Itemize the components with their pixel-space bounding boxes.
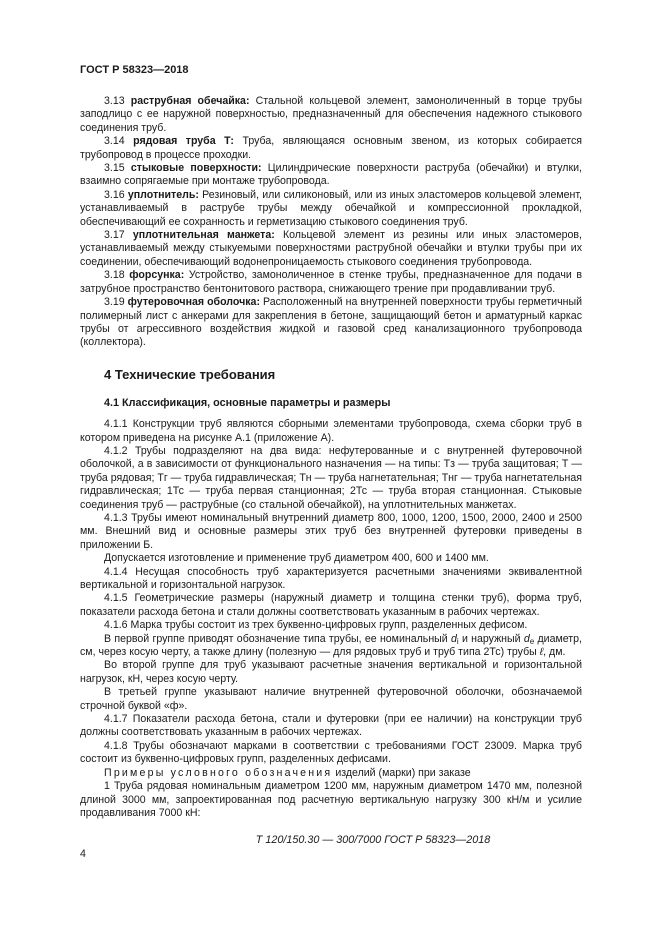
paragraph-4-1-6-group3: В третьей группе указывают наличие внутренней футеровочной оболочки, обозначаемой строчной буквой «ф». [80,686,582,712]
definition-term: рядовая труба Т: [133,135,234,148]
definition-3-15 [80,162,582,189]
definition-number: 3.13 [104,95,125,107]
definition-term: раструбная обечайка: [130,95,250,107]
definition-text: Труба, являющаяся основным звеном, из которых собирается трубопровод в процессе проходки. [80,135,582,161]
definition-text: Расположенный на внутренней поверхности трубы герметичный полимерный лист с анкерами для закрепления в бетоне, защищающий бетон и арматурный каркас трубы от агрессивного воздействия жидкой и газовой сред канализационного трубопровода (коллектора). [80,296,582,349]
page-content [80,95,582,848]
definition-number: 3.17 [104,229,125,242]
definition-3-13 [80,95,582,135]
paragraph-4-1-6-group2: Во второй группе для труб указывают расчетные значения вертикальной и горизонтальной нагрузок, кН, через косую черту. [80,659,582,685]
definition-term: уплотнитель: [127,188,199,201]
section-4-title: 4 Технические требования [104,366,276,382]
definition-term: футеровочная оболочка: [127,296,260,309]
definitions-list [80,95,582,350]
paragraph-4-1-4: 4.1.4 Несущая способность труб характеризуется расчетными значениями эквивалентной вертикальной и горизонтальной нагрузок. [80,565,582,591]
definition-number: 3.18 [104,269,125,282]
definition-term: уплотнительная манжета: [132,229,275,242]
paragraph-4-1-7: 4.1.7 Показатели расхода бетона, стали и футеровки (при ее наличии) на конструкции труб должны соответствовать указанным в рабочих чертежах. [80,713,582,739]
paragraph-4-1-6: 4.1.6 Марка трубы состоит из трех буквенно-цифровых групп, разделенных дефисом. [104,619,528,632]
definition-3-19 [80,296,582,350]
document-header: ГОСТ Р 58323—2018 [80,64,189,76]
definition-3-18 [80,269,582,296]
definition-3-16 [80,189,582,229]
definition-text: Цилиндрические поверхности раструба (обечайки) и втулки, взаимно сопрягаемые при монтаже трубопровода. [80,162,582,188]
paragraph-4-1-6-group1: В первой группе приводят обозначение типа трубы, ее номинальный $d_i$ и наружный $d_e$ диаметр, см, через косую черту, а также длину (полезную — для рядовых труб и труб типа 2Тс) трубы ℓ, дм. [80,632,582,659]
paragraph-4-1-5: 4.1.5 Геометрические размеры (наружный диаметр и толщина стенки труб), форма труб, показатели расхода бетона и стали должны соответствовать указанным в рабочих чертежах. [80,592,582,618]
page-number: 4 [80,848,86,860]
definition-number: 3.15 [104,162,125,175]
definition-number: 3.19 [104,296,125,309]
definition-text: Резиновый, или силиконовый, или из иных эластомеров кольцевой элемент, устанавливаемый в раструбе трубы между обечайкой и компрессионной прокладкой, обеспечивающий ее сохранность и герметизацию стыкового соединения труб. [80,188,583,228]
paragraph-4-1-2: 4.1.2 Трубы подразделяют на два вида: нефутерованные и с внутренней футеровочной оболочкой, а в зависимости от функционального назначения — на типы: Тз — труба защитовая; Т — труба рядовая; Тг — труба гидравлическая; Тн — труба нагнетательная; Тнг — труба нагнетательная гидравлическая; 1Тс — труба первая станционная; 2Тс — труба вторая станционная. Стыковые соединения труб — раструбные (со стальной обечайкой), на уплотнительных манжетах. [80,444,582,511]
paragraph-4-1-3-note: Допускается изготовление и применение труб диаметром 400, 600 и 1400 мм. [104,552,489,565]
definition-term: стыковые поверхности: [130,162,262,175]
definition-text: Стальной кольцевой элемент, замоноличенный в торце трубы заподлицо с ее наружной поверхностью, предназначенный для обеспечения надежного стыкового соединения труб. [80,95,582,134]
definition-term: форсунка: [129,269,185,282]
paragraph-4-1-3: 4.1.3 Трубы имеют номинальный внутренний диаметр 800, 1000, 1200, 1500, 2000, 2400 и 2500 мм. Внешний вид и основные размеры этих труб без внутренней футеровки приведены в приложении Б. [80,511,582,551]
definition-text: Кольцевой элемент из резины или иных эластомеров, устанавливаемый между стыкуемыми поверхностями раструбной обечайки и втулки трубы при их соединении, обеспечивающий водонепроницаемость стыкового соединения трубопровода. [80,229,582,268]
definition-number: 3.16 [104,188,125,201]
paragraph-4-1-1: 4.1.1 Конструкции труб являются сборными элементами трубопровода, схема сборки труб в котором приведена на рисунке А.1 (приложение А). [80,418,582,444]
definition-number: 3.14 [104,135,125,148]
examples-heading: Примеры условного обозначения изделий (марки) при заказе [104,766,471,779]
subsection-4-1-title: 4.1 Классификация, основные параметры и размеры [104,396,391,409]
example-1: 1 Труба рядовая номинальным диаметром 1200 мм, наружным диаметром 1470 мм, полезной длиной 3000 мм, запроектированная под расчетную вертикальную нагрузку 300 кН/м и усилие продавливания 7000 кН: [80,780,582,819]
definition-text: Устройство, замоноличенное в стенке трубы, предназначенное для подачи в затрубное пространство бентонитового раствора, снижающего трение при продавливании труб. [80,269,582,295]
definition-3-17 [80,229,582,269]
definition-3-14 [80,135,582,162]
example-formula: Т 120/150.30 — 300/7000 ГОСТ Р 58323—2018 [255,834,491,847]
paragraph-4-1-8: 4.1.8 Трубы обозначают марками в соответствии с требованиями ГОСТ 23009. Марка труб состоит из буквенно-цифровых групп, разделенных дефисами. [80,739,582,766]
